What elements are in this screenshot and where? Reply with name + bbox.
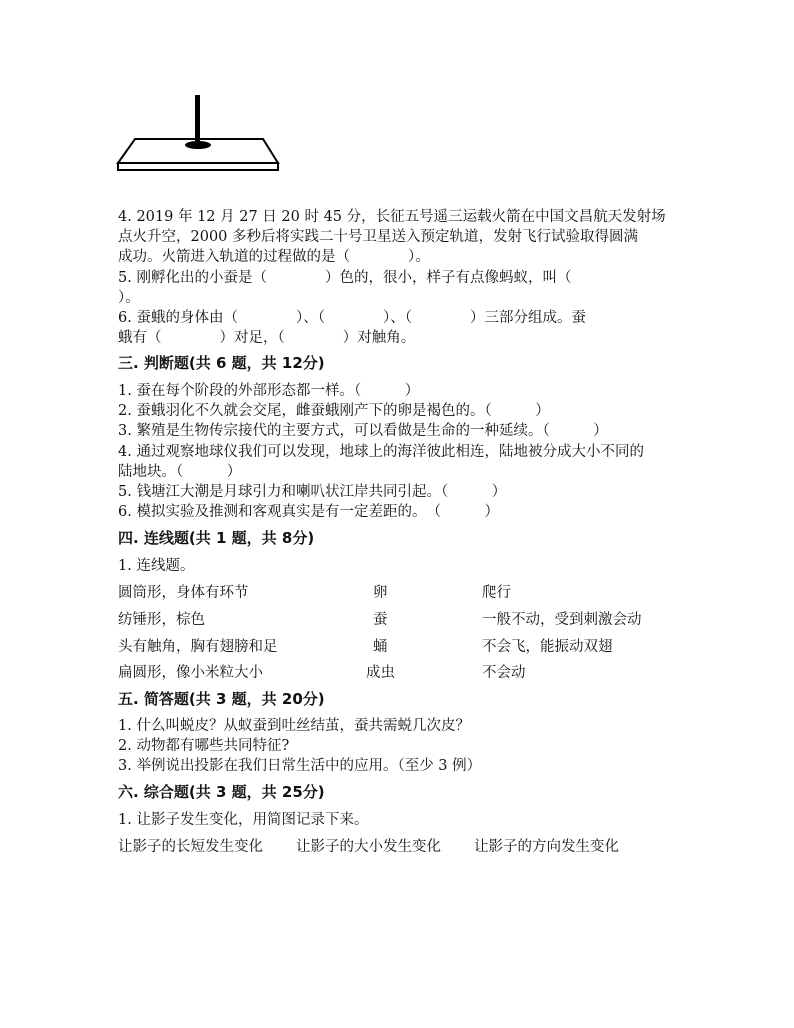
s3-item-6: 6. 模拟实验及推测和客观真实是有一定差距的。 （ ） <box>118 504 499 520</box>
q6-line-2: 蛾有（ ）对足，（ ）对触角。 <box>118 330 416 346</box>
q4-line-2: 点火升空，2000 多秒后将实践二十号卫星送入预定轨道，发射飞行试验取得圆满 <box>118 229 639 245</box>
s6-intro: 1. 让影子发生变化，用简图记录下来。 <box>118 812 369 828</box>
s3-item-4: 4. 通过观察地球仪我们可以发现，地球上的海洋彼此相连，陆地被分成大小不同的 <box>118 444 644 460</box>
match-right-3: 不会飞，能振动双翅 <box>482 639 613 655</box>
s3-item-2: 2. 蚕蛾羽化不久就会交尾，雌蚕蛾刚产下的卵是褐色的。（ ） <box>118 403 550 419</box>
s3-item-3: 3. 繁殖是生物传宗接代的主要方式，可以看做是生命的一种延续。（ ） <box>118 423 608 439</box>
s6-option-length: 让影子的长短发生变化 <box>118 839 263 855</box>
q5-line-1: 5. 刚孵化出的小蚕是（ ）色的，很小，样子有点像蚂蚁，叫（ <box>118 270 572 286</box>
s3-item-1: 1. 蚕在每个阶段的外部形态都一样。（ ） <box>118 383 420 399</box>
section-3-title: 三. 判断题(共 6 题，共 12分) <box>118 354 325 372</box>
match-right-1: 爬行 <box>482 585 511 601</box>
match-left-4: 扁圆形，像小米粒大小 <box>118 665 263 681</box>
match-middle-4: 成虫 <box>366 665 395 681</box>
s5-item-3: 3. 举例说出投影在我们日常生活中的应用。（至少 3 例） <box>118 758 482 774</box>
match-middle-1: 卵 <box>373 585 388 601</box>
s5-item-2: 2. 动物都有哪些共同特征? <box>118 738 290 754</box>
s3-item-4-cont: 陆地块。（ ） <box>118 464 242 480</box>
section-6-title: 六. 综合题(共 3 题，共 25分) <box>118 783 325 801</box>
match-left-3: 头有触角，胸有翅膀和足 <box>118 639 278 655</box>
q4-line-3: 成功。火箭进入轨道的过程做的是（ ）。 <box>118 249 430 265</box>
q4-line-1: 4. 2019 年 12 月 27 日 20 时 45 分，长征五号遥三运载火箭在中国文昌航天发射场 <box>118 209 666 225</box>
match-right-4: 不会动 <box>482 665 526 681</box>
match-left-2: 纺锤形，棕色 <box>118 612 205 628</box>
section-5-title: 五. 简答题(共 3 题，共 20分) <box>118 690 325 708</box>
stick-on-board-figure <box>0 0 794 200</box>
q5-line-2: ）。 <box>118 290 140 306</box>
s4-intro: 1. 连线题。 <box>118 558 195 574</box>
q6-line-1: 6. 蚕蛾的身体由（ ）、（ ）、（ ）三部分组成。蚕 <box>118 310 586 326</box>
match-right-2: 一般不动，受到刺激会动 <box>482 612 642 628</box>
match-left-1: 圆筒形，身体有环节 <box>118 585 249 601</box>
s6-option-direction: 让影子的方向发生变化 <box>474 839 619 855</box>
match-middle-3: 蛹 <box>373 639 388 655</box>
s3-item-5: 5. 钱塘江大潮是月球引力和喇叭状江岸共同引起。（ ） <box>118 484 507 500</box>
s5-item-1: 1. 什么叫蜕皮？从蚁蚕到吐丝结茧，蚕共需蜕几次皮？ <box>118 718 470 734</box>
match-middle-2: 蚕 <box>373 612 388 628</box>
section-4-title: 四. 连线题(共 1 题，共 8分) <box>118 529 315 547</box>
s6-option-size: 让影子的大小发生变化 <box>296 839 441 855</box>
